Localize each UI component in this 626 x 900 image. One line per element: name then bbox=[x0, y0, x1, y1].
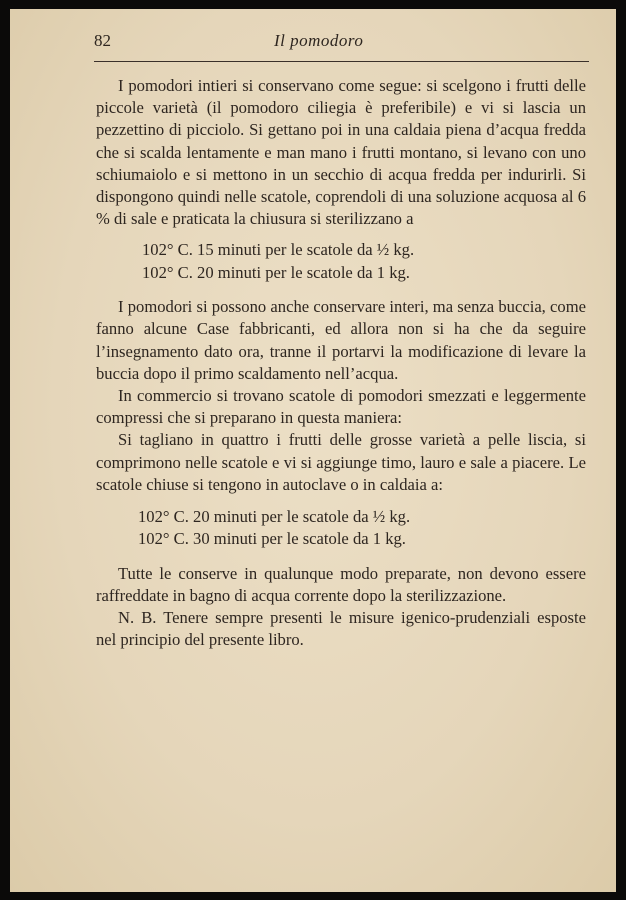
paragraph-cutting-method: Si tagliano in quattro i frutti delle grosse varietà a pelle liscia, si comprimono nelle scatole e vi si aggiunge timo, lauro e sale a piacere. Le scatole chiuse si tengono in autoclave o in caldaia a: bbox=[96, 430, 586, 494]
body-text bbox=[96, 75, 586, 652]
sterilization-list-2 bbox=[138, 506, 586, 551]
page-number: 82 bbox=[94, 31, 111, 50]
header-rule bbox=[94, 61, 589, 62]
sterilization-line: 102° C. 15 minuti per le scatole da ½ kg. bbox=[142, 240, 415, 260]
sterilization-line: 102° C. 20 minuti per le scatole da 1 kg. bbox=[142, 262, 410, 282]
paragraph-whole-tomatoes: I pomodori intieri si conservano come segue: si scelgono i frutti delle piccole varietà (il pomodoro ciliegia è preferibile) e vi si lascia un pezzettino di picciolo. Si gettano poi in una caldaia piena d’acqua fredda che si scalda lentamente e man mano i frutti montano, si levano con uno schiumaiolo e si mettono in un secchio di acqua fredda per indurirli. Si dispongono quindi nelle scatole, coprendoli di una soluzione acquosa al 6 % di sale e praticata la chiusura si sterilizzano a bbox=[96, 76, 586, 229]
sterilization-list-1 bbox=[142, 239, 586, 284]
paragraph-cooling-note: Tutte le conserve in qualunque modo preparate, non devono essere raffreddate in bagno di acqua corrente dopo la sterilizzazione. bbox=[96, 563, 586, 606]
sterilization-line: 102° C. 20 minuti per le scatole da ½ kg. bbox=[138, 507, 411, 527]
page-header bbox=[94, 31, 544, 57]
paragraph-halved-tomatoes: In commercio si trovano scatole di pomodori smezzati e leggermente compressi che si preparano in questa maniera: bbox=[96, 386, 586, 428]
paragraph-nb-note: N. B. Tenere sempre presenti le misure igenico-prudenziali esposte nel principio del presente libro. bbox=[96, 608, 586, 650]
paragraph-peeled-tomatoes: I pomodori si possono anche conservare interi, ma senza buccia, come fanno alcune Case fabbricanti, ed allora non si ha che da seguire l’insegnamento dato ora, tranne il portarvi la modificazione di levare la buccia dopo il primo scaldamento nell’acqua. bbox=[96, 297, 586, 383]
running-title: Il pomodoro bbox=[274, 31, 364, 50]
book-page bbox=[10, 9, 616, 892]
sterilization-line: 102° C. 30 minuti per le scatole da 1 kg. bbox=[138, 529, 406, 549]
